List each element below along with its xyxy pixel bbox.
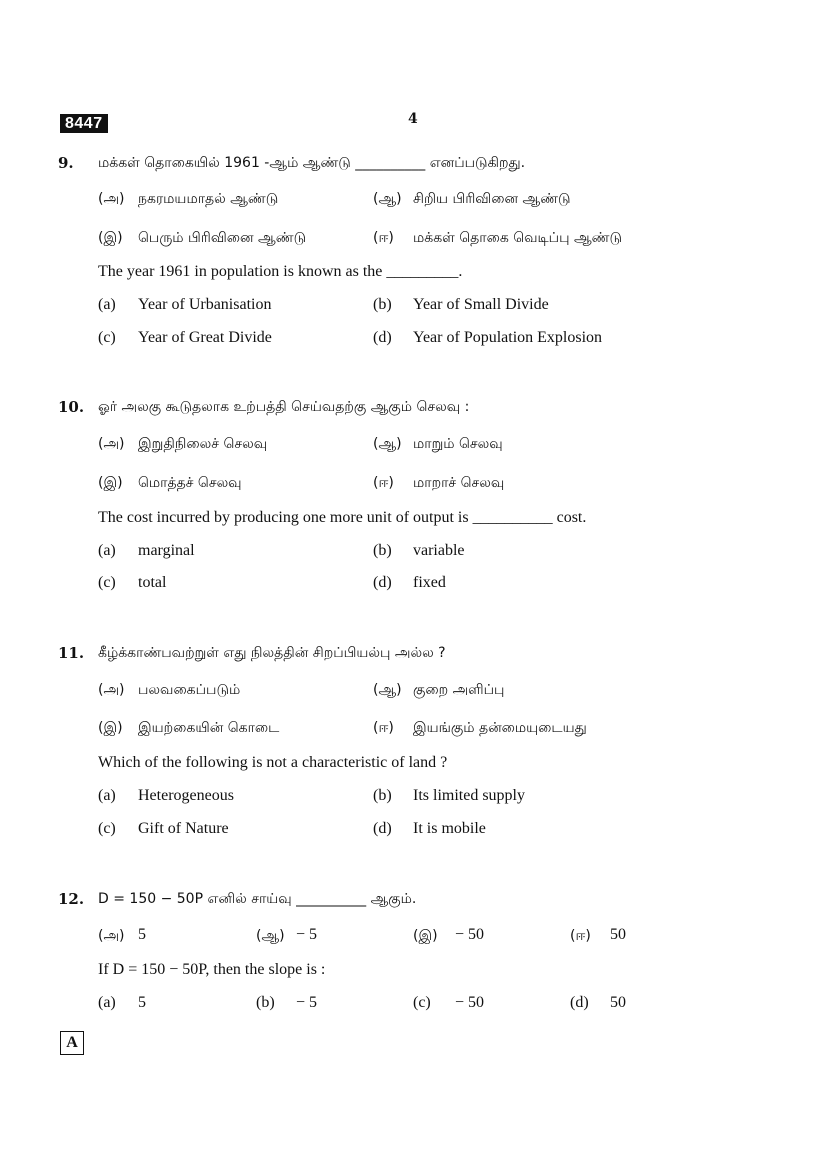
q12-ta-opt-b: − 5 [296,926,318,943]
q11-ta-opt-d: இயங்கும் தன்மையுடையது [413,720,587,736]
question-11-tamil: கீழ்க்காண்பவற்றுள் எது நிலத்தின் சிறப்பியல்பு அல்ல ? [98,645,446,661]
q11-ta-opt-c: இயற்கையின் கொடை [138,720,280,736]
question-12-number: 12. [58,890,85,908]
q10-ta-opt-b-label: (ஆ) [373,436,402,452]
q12-ta-opt-c: − 50 [455,926,485,943]
q9-ta-opt-a-label: (அ) [98,191,125,207]
q9-ta-opt-b-label: (ஆ) [373,191,402,207]
question-10-tamil: ஓர் அலகு கூடுதலாக உற்பத்தி செய்வதற்கு ஆகும் செலவு : [98,399,470,415]
q10-ta-opt-b: மாறும் செலவு [413,436,503,452]
q9-en-opt-c: Year of Great Divide [138,329,272,346]
q9-en-opt-d-label: (d) [373,329,392,346]
q12-en-opt-d: 50 [610,994,626,1011]
q11-en-opt-b: Its limited supply [413,787,525,804]
q10-en-opt-a: marginal [138,542,195,559]
q9-en-opt-d: Year of Population Explosion [413,329,603,346]
page-number: 4 [408,111,418,127]
q10-en-opt-d: fixed [413,574,446,591]
question-12-english: If D = 150 − 50P, then the slope is : [98,961,326,978]
q11-ta-opt-c-label: (இ) [98,720,123,736]
q10-en-opt-b: variable [413,542,465,559]
q9-en-opt-c-label: (c) [98,329,116,346]
q10-ta-opt-a-label: (அ) [98,436,125,452]
q10-ta-opt-c: மொத்தச் செலவு [138,475,242,491]
q11-en-opt-c: Gift of Nature [138,820,229,837]
q10-ta-opt-c-label: (இ) [98,475,123,491]
q11-en-opt-d-label: (d) [373,820,392,837]
question-9-english: The year 1961 in population is known as the _________. [98,263,463,280]
q11-en-opt-d: It is mobile [413,820,486,837]
q9-ta-opt-a: நகரமயமாதல் ஆண்டு [138,191,279,207]
q9-en-opt-b-label: (b) [373,296,392,313]
question-9-number: 9. [58,154,74,172]
q11-ta-opt-b: குறை அளிப்பு [413,682,505,698]
q11-en-opt-c-label: (c) [98,820,116,837]
q12-ta-opt-c-label: (இ) [413,928,438,944]
q12-en-opt-c-label: (c) [413,994,431,1011]
paper-code: 8447 [60,114,108,133]
q12-en-opt-d-label: (d) [570,994,589,1011]
q9-ta-opt-c-label: (இ) [98,230,123,246]
q12-en-opt-b: − 5 [296,994,318,1011]
question-11-english: Which of the following is not a characteristic of land ? [98,754,448,771]
question-10-number: 10. [58,398,85,416]
q11-ta-opt-a: பலவகைப்படும் [138,682,241,698]
q11-en-opt-b-label: (b) [373,787,392,804]
q12-ta-opt-d-label: (ஈ) [570,928,591,944]
q10-en-opt-b-label: (b) [373,542,392,559]
q10-en-opt-c-label: (c) [98,574,116,591]
q11-en-opt-a-label: (a) [98,787,116,804]
q12-ta-opt-b-label: (ஆ) [256,928,285,944]
q9-ta-opt-c: பெரும் பிரிவினை ஆண்டு [138,230,307,246]
q12-en-opt-b-label: (b) [256,994,275,1011]
q11-ta-opt-a-label: (அ) [98,682,125,698]
q9-ta-opt-d-label: (ஈ) [373,230,394,246]
q12-en-opt-a-label: (a) [98,994,116,1011]
q10-en-opt-c: total [138,574,167,591]
q9-en-opt-a: Year of Urbanisation [138,296,272,313]
q12-ta-opt-a: 5 [138,926,146,943]
q11-en-opt-a: Heterogeneous [138,787,234,804]
q10-en-opt-d-label: (d) [373,574,392,591]
q10-ta-opt-d-label: (ஈ) [373,475,394,491]
q10-en-opt-a-label: (a) [98,542,116,559]
q12-ta-opt-a-label: (அ) [98,928,125,944]
question-10-english: The cost incurred by producing one more unit of output is __________ cost. [98,509,587,526]
q10-ta-opt-d: மாறாச் செலவு [413,475,505,491]
q9-en-opt-b: Year of Small Divide [413,296,549,313]
q12-en-opt-a: 5 [138,994,146,1011]
q11-ta-opt-d-label: (ஈ) [373,720,394,736]
q9-ta-opt-d: மக்கள் தொகை வெடிப்பு ஆண்டு [413,230,622,246]
q10-ta-opt-a: இறுதிநிலைச் செலவு [138,436,268,452]
q11-ta-opt-b-label: (ஆ) [373,682,402,698]
q12-ta-opt-d: 50 [610,926,626,943]
q9-ta-opt-b: சிறிய பிரிவினை ஆண்டு [413,191,571,207]
question-9-tamil: மக்கள் தொகையில் 1961 -ஆம் ஆண்டு __________ எனப்படுகிறது. [98,155,526,171]
q12-en-opt-c: − 50 [455,994,485,1011]
question-11-number: 11. [58,644,85,662]
series-box: A [60,1031,84,1055]
question-12-tamil: D = 150 − 50P எனில் சாய்வு __________ ஆகும். [98,891,417,907]
q9-en-opt-a-label: (a) [98,296,116,313]
